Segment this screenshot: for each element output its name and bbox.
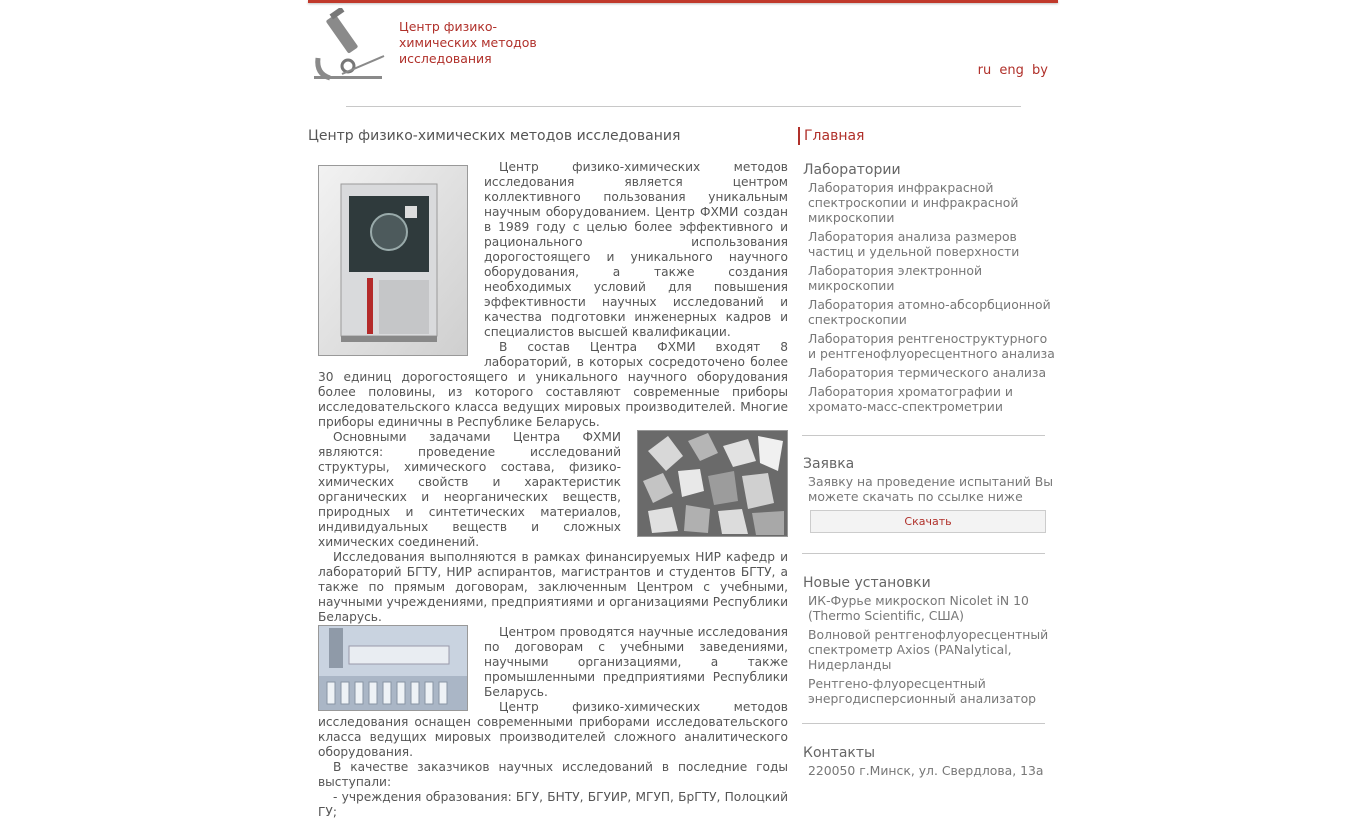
labs-list: [798, 180, 1058, 414]
language-switcher: [974, 63, 1048, 78]
site-title[interactable]: Центр физико-химических методов исследования: [399, 19, 537, 66]
page-title: Центр физико-химических методов исследования: [308, 128, 681, 144]
lang-eng[interactable]: eng: [999, 63, 1024, 78]
download-button[interactable]: Скачать: [810, 510, 1046, 533]
contacts-address: 220050 г.Минск, ул. Свердлова, 13а: [808, 763, 1044, 778]
lab-link[interactable]: Лаборатория электронной микроскопии: [808, 263, 983, 293]
header-divider: [346, 106, 1021, 107]
crystals-micrograph-image: [637, 430, 788, 537]
sidebar-divider: [802, 435, 1045, 436]
contacts-heading: Контакты: [803, 745, 876, 761]
xrd-instrument-image: [318, 165, 468, 356]
paragraph-4: Исследования выполняются в рамках финансируемых НИР кафедр и лабораторий БГТУ, НИР аспирантов, магистрантов и студентов БГТУ, а также по прямым договорам, заключенным Центром с учебными, научными учреждениями, предприятиями и организациями Республики Беларусь.: [318, 550, 788, 624]
lab-link[interactable]: Лаборатория инфракрасной спектроскопии и инфракрасной микроскопии: [808, 180, 1019, 225]
paragraph-3: Основными задачами Центра ФХМИ являются: проведение исследований структуры, химического состава, физико-химических свойств и характеристик органических и неорганических веществ, природных и синтетических материалов, индивидуальных веществ и сложных химических соединений.: [318, 430, 621, 549]
equipment-link[interactable]: Рентгено-флуоресцентный энергодисперсионный анализатор: [808, 676, 1037, 706]
lab-link[interactable]: Лаборатория хроматографии и хромато-масс-спектрометрии: [808, 384, 1013, 414]
lang-ru[interactable]: ru: [977, 63, 992, 78]
equipment-link[interactable]: Волновой рентгенофлуоресцентный спектрометр Axios (PANalytical, Нидерланды: [808, 627, 1049, 672]
lang-by[interactable]: by: [1032, 63, 1048, 78]
equipment-link[interactable]: ИК-Фурье микроскоп Nicolet iN 10 (Thermo Scientific, США): [808, 593, 1029, 623]
sidebar: [798, 127, 1058, 778]
paragraph-5: Центром проводятся научные исследования по договорам с учебными заведениями, научными организациями, а также промышленными предприятиями Республики Беларусь.: [484, 625, 788, 699]
request-heading: Заявка: [803, 456, 855, 472]
nav-home-link[interactable]: Главная: [798, 127, 1058, 145]
sidebar-divider: [802, 553, 1045, 554]
new-equipment-list: [798, 593, 1058, 706]
sidebar-divider: [802, 723, 1045, 724]
lab-link[interactable]: Лаборатория термического анализа: [808, 365, 1047, 380]
lab-link[interactable]: Лаборатория атомно-абсорбционной спектроскопии: [808, 297, 1051, 327]
lab-link[interactable]: Лаборатория анализа размеров частиц и удельной поверхности: [808, 229, 1020, 259]
paragraph-1: Центр физико-химических методов исследования является центром коллективного пользования уникальным научным оборудованием. Центр ФХМИ создан в 1989 году с целью более эффективного и рационального использования дорогостоящего и уникального научного оборудования, а также создания необходимых условий для повышения эффективности научных исследований и качества подготовки инженерных кадров и специалистов высшей квалификации.: [484, 160, 788, 339]
paragraph-6: Центр физико-химических методов исследования оснащен современными приборами исследовательского класса ведущих мировых производителей сложного аналитического оборудования.: [318, 700, 788, 759]
new-equipment-heading: Новые установки: [803, 575, 931, 591]
autosampler-image: [318, 625, 468, 711]
top-accent-bar: [308, 0, 1058, 3]
request-text: Заявку на проведение испытаний Вы можете скачать по ссылке ниже: [808, 474, 1054, 504]
paragraph-7: В качестве заказчиков научных исследований в последние годы выступали:: [318, 760, 788, 789]
lab-link[interactable]: Лаборатория рентгеноструктурного и рентгенофлуоресцентного анализа: [808, 331, 1055, 361]
microscope-icon[interactable]: [312, 8, 388, 82]
paragraph-8: - учреждения образования: БГУ, БНТУ, БГУИР, МГУП, БрГТУ, Полоцкий ГУ;: [318, 790, 788, 819]
labs-heading: Лаборатории: [803, 162, 901, 178]
main-content: [318, 160, 788, 820]
paragraph-2: В состав Центра ФХМИ входят 8 лабораторий, в которых сосредоточено более 30 единиц дорогостоящего и уникального научного оборудования более половины, из которого составляют современные приборы исследовательского класса ведущих мировых производителей. Многие приборы единичны в Республике Беларусь.: [318, 340, 788, 429]
